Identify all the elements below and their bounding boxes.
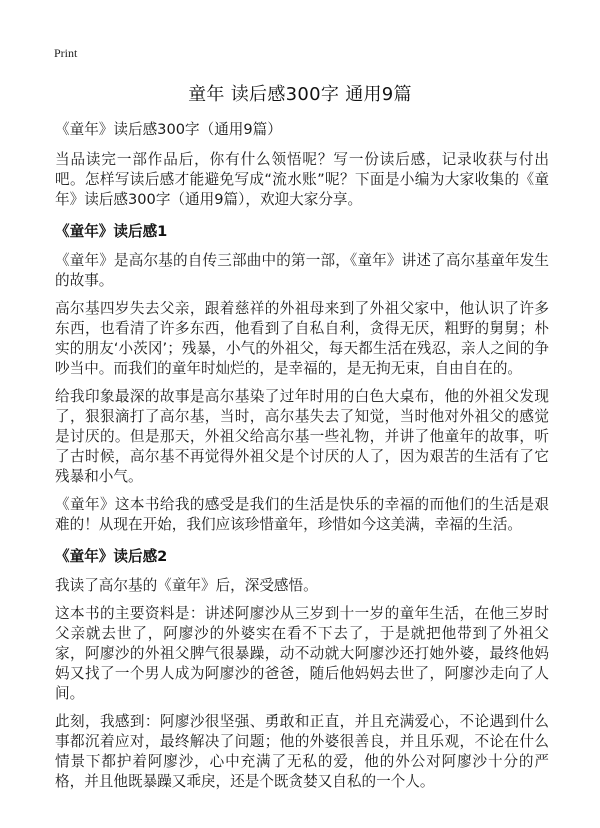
section-heading: 《童年》读后感1 [55, 223, 168, 240]
paragraph: 高尔基四岁失去父亲，跟着慈祥的外祖母来到了外祖父家中，他认识了许多东西，也看清了许多东西，他看到了自私自利，贪得无厌，粗野的舅舅；朴实的朋友‘小茨冈’；残暴，小气的外祖父，每天都生活在残忍，亲人之间的争吵当中。而我们的童年时灿烂的，是幸福的，是无拘无束，自由自在的。 [55, 300, 549, 377]
paragraph: 《童年》是高尔基的自传三部曲中的第一部，《童年》讲述了高尔基童年发生的故事。 [55, 252, 549, 289]
page-title: 童年 读后感300字 通用9篇 [188, 84, 412, 105]
paragraph: 此刻，我感到：阿廖沙很坚强、勇敢和正直，并且充满爱心，不论遇到什么事都沉着应对，最终解决了问题；他的外婆很善良，并且乐观，不论在什么情景下都护着阿廖沙，心中充满了无私的爱，他的外公对阿廖沙十分的严格，并且他既暴躁又乖戾，还是个既贪婪又自私的一个人。 [55, 713, 549, 790]
paragraph: 《童年》这本书给我的感受是我们的生活是快乐的幸福的而他们的生活是艰难的！从现在开始，我们应该珍惜童年，珍惜如今这美满，幸福的生活。 [55, 496, 549, 533]
print-link[interactable]: Print [54, 46, 78, 60]
paragraph: 我读了高尔基的《童年》后，深受感悟。 [55, 577, 318, 594]
document-subtitle: 《童年》读后感300字（通用9篇） [55, 121, 282, 138]
section-heading: 《童年》读后感2 [55, 548, 168, 565]
section-1 [55, 222, 549, 535]
intro-paragraph: 当品读完一部作品后，你有什么领悟呢？写一份读后感，记录收获与付出吧。怎样写读后感才能避免写成“流水账”呢？下面是小编为大家收集的《童年》读后感300字（通用9篇），欢迎大家分享。 [55, 151, 549, 208]
paragraph: 这本书的主要资料是：讲述阿廖沙从三岁到十一岁的童年生活，在他三岁时父亲就去世了，阿廖沙的外婆实在看不下去了，于是就把他带到了外祖父家，阿廖沙的外祖父脾气很暴躁，动不动就大阿廖沙还打她外婆，最终他妈妈又找了一个男人成为阿廖沙的爸爸，随后他妈妈去世了，阿廖沙走向了人间。 [55, 605, 549, 702]
paragraph: 给我印象最深的故事是高尔基染了过年时用的白色大桌布，他的外祖父发现了，狠狠滴打了高尔基，当时，高尔基失去了知觉，当时他对外祖父的感觉是讨厌的。但是那天，外祖父给高尔基一些礼物，并讲了他童年的故事，听了古时候，高尔基不再觉得外祖父是个讨厌的人了，因为艰苦的生活有了它残暴和小气。 [55, 388, 549, 485]
section-2 [55, 547, 549, 792]
document-body [55, 120, 549, 800]
